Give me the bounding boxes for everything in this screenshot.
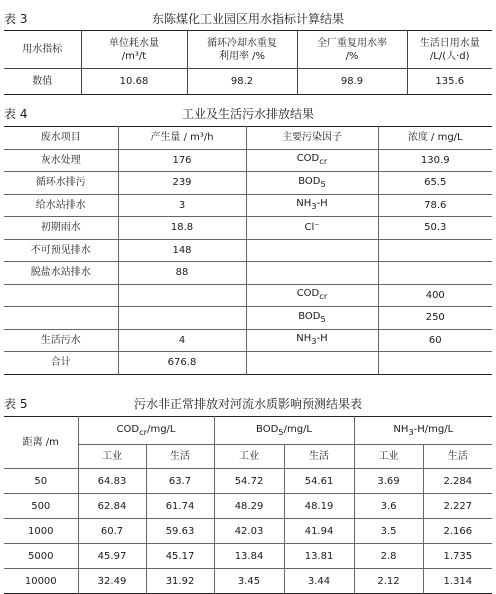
table5-cell: 54.72 bbox=[214, 469, 284, 494]
table5-sub-header: 生活 bbox=[146, 445, 214, 469]
table-row bbox=[4, 284, 492, 307]
table5-cell: 42.03 bbox=[214, 519, 284, 544]
table-row bbox=[4, 519, 492, 544]
table5-sub-header: 工业 bbox=[354, 445, 423, 469]
table5-cell: 3.45 bbox=[214, 569, 284, 594]
table-row bbox=[4, 217, 492, 240]
table5 bbox=[4, 416, 492, 594]
table4-header-cell: 浓度 / mg/L bbox=[378, 127, 492, 150]
table4-cell bbox=[246, 239, 378, 262]
table5-cell: 54.61 bbox=[284, 469, 354, 494]
table3 bbox=[4, 30, 492, 95]
table4-cell: 88 bbox=[118, 262, 246, 285]
table-row bbox=[4, 69, 492, 95]
table4-cell bbox=[378, 352, 492, 375]
table5-group-header: $NH_3-H/mg/L$ bbox=[354, 417, 492, 445]
table5-cell: 2.227 bbox=[423, 494, 492, 519]
table5-cell: 2.12 bbox=[354, 569, 423, 594]
table3-cell: 数值 bbox=[32, 76, 53, 87]
table5-cell: 1.735 bbox=[423, 544, 492, 569]
table4-cell bbox=[378, 262, 492, 285]
table4-cell bbox=[118, 307, 246, 330]
table5-cell: 48.19 bbox=[284, 494, 354, 519]
table5-cell: 2.166 bbox=[423, 519, 492, 544]
table3-cell: 135.6 bbox=[407, 69, 492, 95]
table4-cell bbox=[118, 284, 246, 307]
table5-cell: 32.49 bbox=[78, 569, 146, 594]
table5-cell: 2.284 bbox=[423, 469, 492, 494]
table3-header-cell: 全厂重复用水率 /% bbox=[297, 31, 407, 69]
table-row bbox=[4, 329, 492, 352]
table-row bbox=[4, 469, 492, 494]
table5-group-header-row bbox=[4, 417, 492, 445]
table4-cell: 676.8 bbox=[118, 352, 246, 375]
table4-cell: 176 bbox=[118, 149, 246, 172]
table4-cell: 60 bbox=[378, 329, 492, 352]
table4-cell: $COD_{cr}$ bbox=[246, 149, 378, 172]
table4-cell: 65.5 bbox=[378, 172, 492, 195]
table4 bbox=[4, 126, 492, 375]
table3-header-cell: 循环冷却水重复 利用率 /% bbox=[187, 31, 297, 69]
table5-cell: 60.7 bbox=[78, 519, 146, 544]
table3-header-cell: 生活日用水量 /L/(人·d) bbox=[407, 31, 492, 69]
table5-label: 表 5 bbox=[4, 397, 28, 411]
table-row bbox=[4, 307, 492, 330]
table5-sub-header-row bbox=[4, 445, 492, 469]
table5-sub-header: 工业 bbox=[214, 445, 284, 469]
table4-cell: $BOD_5$ bbox=[246, 307, 378, 330]
table3-caption bbox=[0, 8, 496, 26]
table3-header-cell: 单位耗水量 /m³/t bbox=[81, 31, 187, 69]
table5-cell: 3.6 bbox=[354, 494, 423, 519]
table4-header-cell: 产生量 / m³/h bbox=[118, 127, 246, 150]
table-row bbox=[4, 569, 492, 594]
table4-cell: 3 bbox=[118, 194, 246, 217]
table5-cell: 48.29 bbox=[214, 494, 284, 519]
table4-cell: $NH_3-H$ bbox=[246, 194, 378, 217]
table4-cell bbox=[246, 262, 378, 285]
table5-cell: 63.7 bbox=[146, 469, 214, 494]
table4-header-cell: 废水项目 bbox=[4, 127, 118, 150]
table5-cell: 1000 bbox=[4, 519, 78, 544]
table4-cell bbox=[4, 284, 118, 307]
table4-cell: $COD_{cr}$ bbox=[246, 284, 378, 307]
table4-header-row bbox=[4, 127, 492, 150]
table3-cell: 98.9 bbox=[297, 69, 407, 95]
table5-cell: 45.17 bbox=[146, 544, 214, 569]
table5-cell: 13.84 bbox=[214, 544, 284, 569]
table5-cell: 41.94 bbox=[284, 519, 354, 544]
table5-cell: 45.97 bbox=[78, 544, 146, 569]
table5-cell: 3.69 bbox=[354, 469, 423, 494]
table3-label: 表 3 bbox=[4, 12, 28, 26]
table4-cell: 50.3 bbox=[378, 217, 492, 240]
table4-cell: 250 bbox=[378, 307, 492, 330]
table5-group-header: $COD_{cr}/mg/L$ bbox=[78, 417, 214, 445]
table-row bbox=[4, 239, 492, 262]
table4-header-cell: 主要污染因子 bbox=[246, 127, 378, 150]
table3-title: 东陈煤化工业园区用水指标计算结果 bbox=[151, 12, 344, 26]
table5-cell: 3.5 bbox=[354, 519, 423, 544]
table-row bbox=[4, 149, 492, 172]
table4-title: 工业及生活污水排放结果 bbox=[181, 107, 314, 121]
table4-cell bbox=[378, 239, 492, 262]
table4-caption bbox=[0, 103, 496, 121]
table4-cell: $NH_3-H$ bbox=[246, 329, 378, 352]
table5-cell: 50 bbox=[4, 469, 78, 494]
table4-cell: Cl⁻ bbox=[246, 217, 378, 240]
table4-cell: 脱盐水站排水 bbox=[4, 262, 118, 285]
table-row bbox=[4, 172, 492, 195]
table3-header-row bbox=[4, 31, 492, 69]
table4-cell: 不可预见排水 bbox=[4, 239, 118, 262]
table4-cell: 78.6 bbox=[378, 194, 492, 217]
table5-cell: 3.44 bbox=[284, 569, 354, 594]
table5-cell: 10000 bbox=[4, 569, 78, 594]
table4-cell bbox=[246, 352, 378, 375]
table5-cell: 500 bbox=[4, 494, 78, 519]
table4-cell: 4 bbox=[118, 329, 246, 352]
table4-cell: 生活污水 bbox=[4, 329, 118, 352]
table5-cell: 62.84 bbox=[78, 494, 146, 519]
table5-title: 污水非正常排放对河流水质影响预测结果表 bbox=[133, 397, 362, 411]
table5-cell: 59.63 bbox=[146, 519, 214, 544]
table3-cell: 98.2 bbox=[187, 69, 297, 95]
table4-cell bbox=[4, 307, 118, 330]
table5-cell: 2.8 bbox=[354, 544, 423, 569]
table5-sub-header: 生活 bbox=[423, 445, 492, 469]
table-row bbox=[4, 544, 492, 569]
table5-cell: 61.74 bbox=[146, 494, 214, 519]
table5-distance-header: 距离 /m bbox=[4, 417, 78, 469]
table5-cell: 1.314 bbox=[423, 569, 492, 594]
table4-cell: 239 bbox=[118, 172, 246, 195]
table4-cell: 合计 bbox=[4, 352, 118, 375]
table4-cell: $BOD_5$ bbox=[246, 172, 378, 195]
table5-sub-header: 工业 bbox=[78, 445, 146, 469]
table4-cell: 初期雨水 bbox=[4, 217, 118, 240]
table5-cell: 5000 bbox=[4, 544, 78, 569]
table4-cell: 灰水处理 bbox=[4, 149, 118, 172]
table5-cell: 64.83 bbox=[78, 469, 146, 494]
table5-cell: 13.81 bbox=[284, 544, 354, 569]
table4-cell: 130.9 bbox=[378, 149, 492, 172]
table-row bbox=[4, 262, 492, 285]
table-row bbox=[4, 194, 492, 217]
table3-header-cell: 用水指标 bbox=[4, 31, 81, 69]
table4-cell: 148 bbox=[118, 239, 246, 262]
table4-cell: 给水站排水 bbox=[4, 194, 118, 217]
table4-label: 表 4 bbox=[4, 107, 28, 121]
table4-cell: 400 bbox=[378, 284, 492, 307]
table-row bbox=[4, 494, 492, 519]
table5-group-header: $BOD_5/mg/L$ bbox=[214, 417, 354, 445]
table4-cell: 循环水排污 bbox=[4, 172, 118, 195]
table3-cell: 10.68 bbox=[81, 69, 187, 95]
table5-sub-header: 生活 bbox=[284, 445, 354, 469]
table-row bbox=[4, 352, 492, 375]
table4-cell: 18.8 bbox=[118, 217, 246, 240]
table5-caption bbox=[0, 393, 496, 411]
table5-cell: 31.92 bbox=[146, 569, 214, 594]
